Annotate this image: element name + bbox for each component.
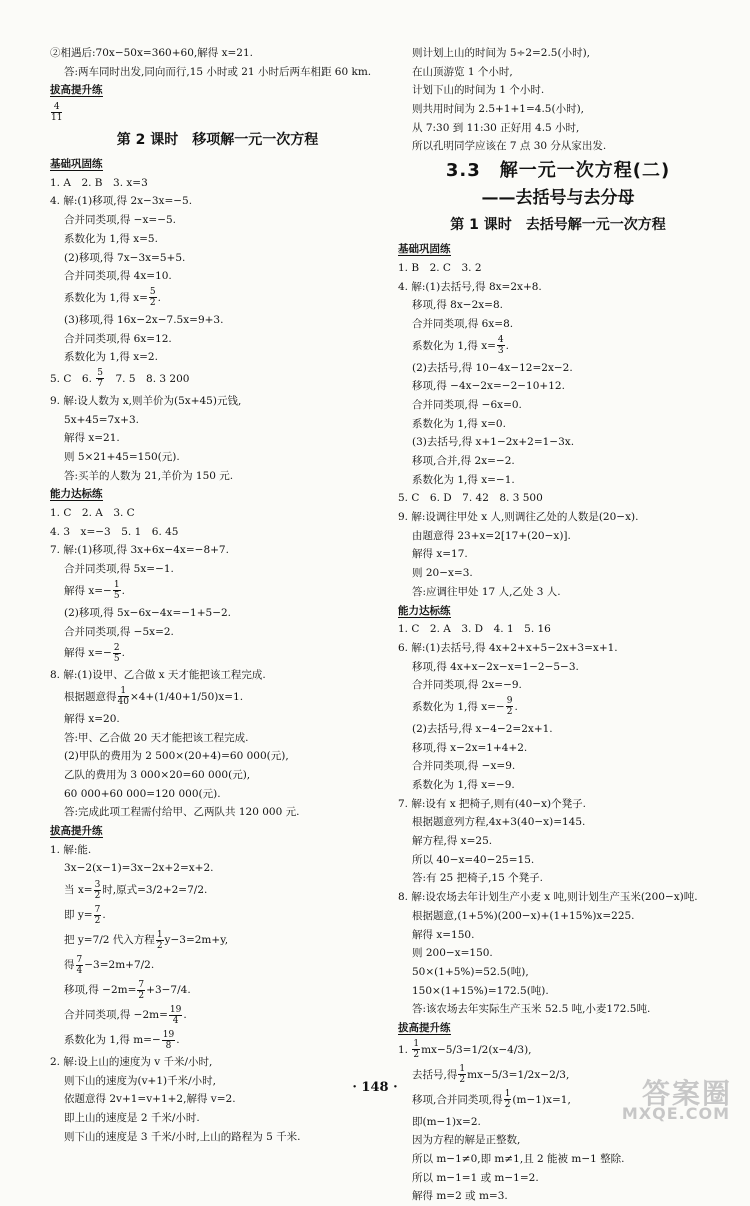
section-heading [50,81,385,100]
text: 则计划上山的时间为 5÷2=2.5(小时), [412,47,591,59]
text: 7. 解:设有 x 把椅子,则有(40−x)个凳子. [398,797,586,810]
denominator: 2 [156,940,163,951]
numerator: 19 [162,1029,175,1040]
denominator: 2 [459,1075,466,1086]
text-after: . [183,1009,187,1022]
text: 第 2 课时 移项解一元一次方程 [116,132,319,149]
text: 50×(1+5%)=52.5(吨), [412,965,529,978]
text: 1. B 2. C 3. 2 [398,261,482,274]
text: (2)移项,得 5x−6x−4x=−1+5−2. [64,606,232,619]
text: 8. 解:设农场去年计划生产小麦 x 吨,则计划生产玉米(200−x)吨. [398,891,698,904]
text-after: 7. 5 8. 3 200 [104,372,190,385]
text: 2. 解:设上山的速度为 v 千米/小时, [50,1056,213,1069]
text-after: −3=2m+7/2. [84,959,155,972]
answer-line [398,377,718,396]
answer-line [50,504,385,523]
answer-line [50,311,385,330]
denominator: 3 [497,346,504,357]
text: (2)去括号,得 x−4−2=2x+1. [412,722,553,735]
text: (3)移项,得 16x−2x−7.5x=9+3. [64,313,224,326]
text: 合并同类项,得 4x=10. [64,270,172,283]
text: 解方程,得 x=25. [412,835,493,848]
answer-line [50,330,385,349]
text: 合并同类项,得 −x=−5. [64,214,177,227]
answer-line [398,433,718,452]
text: (2)甲队的费用为 2 500×(20+4)=60 000(元), [64,750,289,763]
text: 根据题意列方程,4x+3(40−x)=145. [412,816,586,829]
text: 3.3 解一元一次方程(二) [445,160,671,182]
text: (2)移项,得 7x−3x=5+5. [64,251,186,264]
text: 移项,得 −2m= [64,984,137,997]
numerator: 1 [118,686,129,697]
denominator: 40 [117,697,129,708]
fraction [118,686,129,707]
fraction [162,1030,175,1051]
answer-line [398,334,718,359]
section-label: 基础巩固练 [50,158,103,171]
text-after: ×4+(1/40+1/50)x=1. [129,690,244,703]
section-heading [398,602,718,621]
text: 则共用时间为 2.5+1+1=4.5(小时), [412,103,585,116]
numerator: 1 [156,929,163,940]
text: 因为方程的解是正整数, [412,1134,521,1147]
text: 4. 3 x=−3 5. 1 6. 45 [50,525,179,538]
answer-line [398,1187,718,1206]
answer-line [398,1169,718,1188]
text: 移项,得 x−2x=1+4+2. [412,741,528,754]
answer-line [398,944,718,963]
numerator: 19 [169,1004,182,1015]
fraction [506,696,514,717]
text: 系数化为 1,得 x=0. [412,417,506,430]
answer-line [398,695,718,720]
answer-line [50,729,385,748]
answer-line [50,230,385,249]
answer-line [398,564,718,583]
answer-line [50,174,385,193]
text: 答:应调往甲处 17 人,乙处 3 人. [412,585,561,598]
text: 60 000+60 000=120 000(元). [64,787,221,800]
answer-line [398,926,718,945]
answer-line [398,832,718,851]
answer-line [50,192,385,211]
denominator: 2 [94,890,101,901]
text: 答:买羊的人数为 21,羊价为 150 元. [64,469,234,482]
section-label: 拔高提升练 [398,1021,451,1034]
text: 解得 x=20. [64,712,120,725]
text: 6. 解:(1)去括号,得 4x+2+x+5−2x+3=x+1. [398,641,618,654]
answer-line [50,579,385,604]
text: 则 20−x=3. [412,567,473,580]
fraction [96,368,104,389]
answer-line [50,541,385,560]
text-after: . [176,1034,180,1047]
text-after: . [505,339,509,352]
text: 则 5×21+45=150(元). [64,451,180,463]
lesson-title [398,210,718,240]
text: 答:完成此项工程需付给甲、乙两队共 120 000 元. [64,806,300,819]
answer-line [50,392,385,411]
text: 在山顶游览 1 个小时, [412,65,513,78]
answer-line [398,813,718,832]
answer-line [50,1128,385,1147]
text: 移项,合并,得 2x=−2. [412,455,515,467]
text: 解得 x=− [64,584,112,597]
text: 合并同类项,得 −6x=0. [412,398,522,411]
answer-line [398,776,718,795]
text: 合并同类项,得 −5x=2. [64,625,174,638]
answer-line [398,545,718,564]
watermark-logo: 答案圈 [641,1077,732,1110]
text: 9. 解:设人数为 x,则羊价为(5x+45)元钱, [50,394,242,407]
text: (3)去括号,得 x+1−2x+2=1−3x. [412,436,575,449]
lesson-title [50,125,385,155]
left-column [50,44,385,1147]
answer-line [398,489,718,508]
text: 4. 解:(1)去括号,得 8x=2x+8. [398,280,542,293]
answer-line [398,739,718,758]
text: 第 1 课时 去括号解一元一次方程 [450,217,666,234]
text: 即 y= [64,909,93,922]
answer-line [398,620,718,639]
text: ②相遇后:70x−50x=360+60,解得 x=21. [50,47,253,59]
text: 系数化为 1,得 m=− [64,1034,161,1047]
text: 根据题意得 [64,690,117,703]
answer-line [398,259,718,278]
text: 合并同类项,得 5x=−1. [64,563,174,576]
text: 8. 解:(1)设甲、乙合做 x 天才能把该工程完成. [50,669,266,682]
answer-line [50,1028,385,1053]
text: 答:甲、乙合做 20 天才能把该工程完成. [64,731,249,744]
answer-line [398,415,718,434]
numerator: 1 [113,580,120,591]
answer-line [50,63,385,82]
answer-line [50,367,385,392]
section-label: 基础巩固练 [398,243,451,256]
answer-line [398,869,718,888]
answer-line [50,560,385,579]
text: 所以孔明同学应该在 7 点 30 分从家出发. [412,140,607,153]
section-label: 拔高提升练 [50,825,103,837]
answer-line [50,267,385,286]
answer-line [50,44,385,63]
fraction [497,335,505,356]
numerator: 5 [97,368,103,379]
answer-line [398,795,718,814]
text: 即上山的速度是 2 千米/小时. [64,1112,200,1125]
answer-line [398,851,718,870]
text: 系数化为 1,得 x= [64,291,148,304]
answer-line [398,583,718,602]
denominator: 2 [504,1100,511,1111]
fraction [113,643,121,664]
answer-line [398,1000,718,1019]
answer-line [398,757,718,776]
answer-line [50,928,385,953]
text: 计划下山的时间为 1 个小时. [412,84,545,97]
answer-line [398,658,718,677]
denominator: 4 [76,965,83,976]
section-label: 能力达标练 [50,488,103,501]
section-heading [398,240,718,259]
answer-line [50,448,385,467]
text: 150×(1+15%)=172.5(吨). [412,984,549,997]
numerator: 7 [94,904,101,915]
text: 系数化为 1,得 x= [412,339,496,352]
answer-line [50,903,385,928]
answer-line [50,1053,385,1072]
text: 1. C 2. A 3. C [50,507,135,520]
answer-line [398,296,718,315]
text: 系数化为 1,得 x=2. [64,351,158,364]
text: 3x−2(x−1)=3x−2x+2=x+2. [64,862,214,875]
text-after: . [157,291,161,304]
numerator: 7 [76,954,83,965]
answer-line [50,766,385,785]
text: 合并同类项,得 2x=−9. [412,679,522,692]
numerator: 5 [149,287,156,298]
text: 根据题意,(1+5%)(200−x)+(1+15%)x=225. [412,909,635,922]
denominator: 2 [94,915,101,926]
fraction [169,1005,182,1026]
text: 答:两车同时出发,同向而行,15 小时或 21 小时后两车相距 60 km. [64,65,372,78]
text: 合并同类项,得 6x=8. [412,317,514,330]
answer-line [50,429,385,448]
numerator: 7 [138,979,145,990]
denominator: 7 [97,379,103,390]
fraction [412,1039,420,1060]
text-after: . [102,909,106,922]
answer-line [398,508,718,527]
answer-line [50,411,385,430]
answer-line [398,100,718,119]
denominator: 2 [413,1050,420,1061]
text: 则下山的速度为(v+1)千米/小时, [64,1074,216,1087]
text: 得 [64,959,75,972]
answer-line [398,982,718,1001]
numerator: 9 [506,696,513,707]
page-number: · 148 · [352,1080,398,1095]
text: 由题意得 23+x=2[17+(20−x)]. [412,529,571,542]
text: 去括号,得 [412,1068,458,1081]
section-heading [398,1019,718,1038]
answer-line [50,803,385,822]
answer-line [398,888,718,907]
answer-line [50,747,385,766]
text-after: 时,原式=3/2+2=7/2. [102,884,208,897]
fraction [137,980,145,1001]
text-after: (m−1)x=1, [512,1093,571,1106]
text: 1. A 2. B 3. x=3 [50,176,148,189]
text: 所以 m−1=1 或 m−1=2. [412,1171,539,1184]
numerator: 3 [94,879,101,890]
section-label: 能力达标练 [398,604,451,617]
answer-line [50,685,385,710]
text: 解得 x=150. [412,928,475,941]
text: 系数化为 1,得 x=5. [64,232,158,245]
text: 5x+45=7x+3. [64,413,139,426]
text: 移项,得 8x−2x=8. [412,299,503,312]
section-heading [50,485,385,504]
text: 解得 x=− [64,647,112,660]
fraction [51,102,62,123]
text-after: mx−5/3=1/2x−2/3, [467,1068,570,1081]
text: 移项,得 −4x−2x=−2−10+12. [412,380,565,393]
text: (2)去括号,得 10−4x−12=2x−2. [412,361,573,374]
answer-line [50,978,385,1003]
answer-line [50,785,385,804]
text-after: y−3=2m+y, [164,934,229,947]
text: 4. 解:(1)移项,得 2x−3x=−5. [50,195,193,208]
answer-line [50,249,385,268]
text-after: . [121,647,125,660]
text: 所以 40−x=40−25=15. [412,853,535,866]
text: 乙队的费用为 3 000×20=60 000(元), [64,768,251,781]
text: 合并同类项,得 6x=12. [64,332,172,345]
answer-line [50,100,385,125]
denominator: 2 [506,707,513,718]
numerator: 1 [413,1039,420,1050]
answer-line [398,359,718,378]
text: 1. [398,1043,412,1056]
section-heading [50,822,385,841]
answer-line [50,604,385,623]
answer-line [50,859,385,878]
answer-line [50,467,385,486]
text: 1. C 2. A 3. D 4. 1 5. 16 [398,623,551,636]
lesson-title [398,156,718,186]
answer-line [398,452,718,471]
text-after: +3−7/4. [146,984,191,997]
answer-line [398,471,718,490]
answer-line [398,907,718,926]
answer-line [50,666,385,685]
lesson-title [398,186,718,210]
text: 9. 解:设调往甲处 x 人,则调往乙处的人数是(20−x). [398,511,639,524]
answer-line [398,963,718,982]
numerator: 1 [459,1064,466,1075]
text-after: . [121,584,125,597]
text: 即(m−1)x=2. [412,1115,481,1128]
text: 7. 解:(1)移项,得 3x+6x−4x=−8+7. [50,544,229,557]
answer-line [398,527,718,546]
text: 所以 m−1≠0,即 m≠1,且 2 能被 m−1 整除. [412,1153,625,1165]
text: 答:有 25 把椅子,15 个凳子. [412,872,543,885]
text: 系数化为 1,得 x=− [412,700,505,713]
text-after: . [514,700,518,713]
denominator: 5 [113,653,120,664]
denominator: 5 [113,591,120,602]
denominator: 4 [172,1015,179,1026]
answer-line [398,44,718,63]
answer-line [50,1109,385,1128]
answer-line [398,676,718,695]
text: 移项,得 4x+x−2x−x=1−2−5−3. [412,660,579,673]
fraction [76,955,84,976]
text: 5. C 6. D 7. 42 8. 3 500 [398,492,543,505]
answer-line [50,710,385,729]
answer-line [398,137,718,156]
text: 则 200−x=150. [412,947,493,960]
answer-line [398,396,718,415]
text-after: mx−5/3=1/2(x−4/3), [421,1043,532,1056]
fraction [113,580,121,601]
numerator: 1 [504,1089,511,1100]
watermark-url: MXQE.COM [621,1104,730,1123]
section-label: 拔高提升练 [50,84,103,97]
answer-line [398,720,718,739]
section-heading [50,155,385,174]
text: 合并同类项,得 −2m= [64,1009,168,1022]
answer-line [50,953,385,978]
answer-line [398,1131,718,1150]
text: ——去括号与去分母 [481,188,635,209]
denominator: 2 [149,298,156,309]
text: 1. 解:能. [50,843,92,856]
text: 5. C 6. [50,372,96,385]
answer-line [50,211,385,230]
text: 解得 x=21. [64,432,120,445]
numerator: 4 [497,335,504,346]
numerator: 2 [113,642,120,653]
answer-line [398,119,718,138]
denominator: 11 [51,112,63,123]
text: 则下山的速度是 3 千米/小时,上山的路程为 5 千米. [64,1130,301,1143]
text: 合并同类项,得 −x=9. [412,760,516,773]
answer-line [398,639,718,658]
answer-line [398,63,718,82]
answer-line [50,286,385,311]
text: 系数化为 1,得 x=−9. [412,779,515,791]
text: 答:该农场去年实际生产玉米 52.5 吨,小麦172.5吨. [412,1003,651,1016]
fraction [94,905,102,926]
fraction [94,880,102,901]
answer-line [50,523,385,542]
text: 系数化为 1,得 x=−1. [412,473,515,486]
right-column [398,44,718,1206]
answer-line [50,841,385,860]
fraction [156,930,164,951]
numerator: 4 [51,102,62,113]
text: 解得 m=2 或 m=3. [412,1190,508,1203]
text: 移项,合并同类项,得 [412,1093,503,1106]
answer-line [398,1150,718,1169]
fraction [149,287,157,308]
text: 从 7:30 到 11:30 正好用 4.5 小时, [412,121,580,134]
answer-line [50,1003,385,1028]
text: 依题意得 2v+1=v+1+2,解得 v=2. [64,1093,236,1106]
answer-line [50,641,385,666]
answer-line [398,278,718,297]
text: 当 x= [64,884,93,897]
answer-line [50,348,385,367]
answer-line [398,1038,718,1063]
text: 解得 x=17. [412,548,468,561]
answer-line [398,315,718,334]
denominator: 8 [165,1040,172,1051]
denominator: 2 [138,990,145,1001]
answer-line [398,81,718,100]
answer-line [50,878,385,903]
answer-line [50,623,385,642]
text: 把 y=7/2 代入方程 [64,934,155,947]
